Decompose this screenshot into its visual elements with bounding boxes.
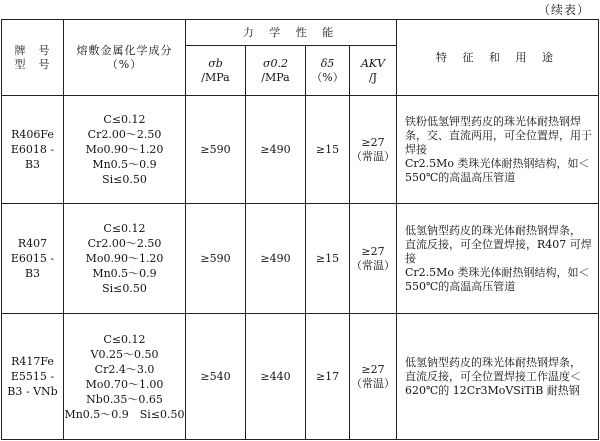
sigma-b-value: ≥540 — [186, 314, 246, 440]
composition-cell — [64, 204, 186, 314]
composition-header — [64, 20, 186, 96]
usage-line: 620℃的 12Cr3MoVSiTiB 耐热钢 — [405, 383, 580, 397]
table-row — [2, 204, 599, 314]
akv-value — [350, 204, 397, 314]
grade-model: E6015 - B3 — [10, 252, 55, 280]
header-row-1 — [2, 20, 599, 46]
grade-model-cont: B3 - VNb — [7, 385, 58, 398]
sigma-02-value: ≥440 — [246, 314, 306, 440]
delta5-value: ≥17 — [306, 314, 350, 440]
sigma-02-header — [246, 46, 306, 96]
composition-line: C≤0.12 — [103, 332, 146, 346]
composition-line: Mn0.5～0.9 — [92, 158, 157, 171]
composition-line: Mo0.90～1.20 — [85, 143, 164, 156]
sigma-02-symbol: σ0.2 — [262, 56, 288, 70]
table-row — [2, 314, 599, 440]
composition-line: Cr2.4～3.0 — [94, 362, 155, 376]
delta5-value: ≥15 — [306, 204, 350, 314]
akv-unit: /J — [368, 70, 378, 84]
usage-line: 条，交、直流两用，可全位置焊，用于焊接 — [405, 128, 592, 156]
composition-header-line1: 熔敷金属化学成分 — [76, 43, 173, 57]
delta5-symbol: δ5 — [320, 56, 335, 70]
sigma-02-value: ≥490 — [246, 96, 306, 204]
composition-line: Nb0.35～0.65 — [86, 392, 163, 406]
delta5-header — [306, 46, 350, 96]
usage-cell — [397, 204, 599, 314]
delta5-unit: （%） — [311, 70, 344, 84]
sigma-b-value: ≥590 — [186, 204, 246, 314]
akv-condition: （常温） — [351, 149, 395, 163]
continued-label: （续表） — [537, 3, 590, 17]
grade-name: R406Fe — [11, 128, 54, 141]
sigma-b-unit: /MPa — [201, 70, 230, 84]
table-row — [2, 96, 599, 204]
composition-header-line2: （%） — [106, 57, 143, 71]
sigma-b-value: ≥590 — [186, 96, 246, 204]
grade-header-line1: 牌 号 — [14, 43, 51, 57]
composition-line: Cr2.00～2.50 — [87, 237, 162, 250]
akv-value — [350, 96, 397, 204]
composition-line: Cr2.00～2.50 — [87, 128, 162, 141]
composition-line: C≤0.12 — [103, 222, 146, 235]
akv-number: ≥27 — [361, 135, 385, 149]
composition-line: C≤0.12 — [103, 113, 146, 126]
composition-line: Si≤0.50 — [102, 173, 147, 186]
composition-line: Mn0.5～0.9 Si≤0.50 — [64, 407, 185, 421]
usage-line: 铁粉低氢钾型药皮的珠光体耐热钢焊 — [405, 114, 581, 128]
akv-condition: （常温） — [351, 258, 395, 272]
delta5-value: ≥15 — [306, 96, 350, 204]
usage-line: Cr2.5Mo 类珠光体耐热钢结构，如＜ — [405, 265, 590, 279]
composition-line: Mo0.70～1.00 — [85, 377, 164, 391]
akv-symbol: AKV — [360, 56, 386, 70]
usage-cell — [397, 96, 599, 204]
mechanical-properties-header: 力 学 性 能 — [186, 20, 397, 46]
grade-model: E6018 - B3 — [10, 143, 55, 171]
usage-line: 直流反接，可全位置焊接，R407 可焊接 — [405, 237, 592, 265]
composition-line: Mn0.5～0.9 — [92, 267, 157, 280]
grade-cell — [2, 314, 64, 440]
composition-cell — [64, 96, 186, 204]
usage-line: 直流反接，可全位置焊接工作温度＜ — [405, 369, 581, 383]
composition-cell — [64, 314, 186, 440]
akv-value — [350, 314, 397, 440]
grade-name: R417Fe — [11, 355, 54, 368]
usage-header: 特 征 和 用 途 — [397, 20, 599, 96]
sigma-b-symbol: σb — [208, 56, 223, 70]
akv-header — [350, 46, 397, 96]
usage-line: 550℃的高温高压管道 — [405, 170, 516, 184]
grade-name: R407 — [17, 237, 48, 250]
usage-cell — [397, 314, 599, 440]
composition-line: Mo0.90～1.20 — [85, 252, 164, 265]
sigma-02-unit: /MPa — [261, 70, 290, 84]
akv-number: ≥27 — [361, 362, 385, 376]
electrode-spec-table — [1, 19, 599, 440]
akv-condition: （常温） — [351, 376, 395, 390]
grade-cell — [2, 96, 64, 204]
grade-model: E5515 - — [10, 370, 55, 383]
composition-line: V0.25～0.50 — [90, 347, 159, 361]
akv-number: ≥27 — [361, 244, 385, 258]
sigma-b-header — [186, 46, 246, 96]
usage-line: 550℃的高温高压管道 — [405, 279, 516, 293]
grade-cell — [2, 204, 64, 314]
usage-line: 低氢钠型药皮的珠光体耐热钢焊条， — [405, 223, 581, 237]
usage-line: 低氢钠型药皮的珠光体耐热钢焊条， — [405, 355, 581, 369]
grade-header-line2: 型 号 — [14, 57, 51, 71]
sigma-02-value: ≥490 — [246, 204, 306, 314]
usage-line: Cr2.5Mo 类珠光体耐热钢结构，如＜ — [405, 156, 590, 170]
grade-header — [2, 20, 64, 96]
composition-line: Si≤0.50 — [102, 282, 147, 295]
